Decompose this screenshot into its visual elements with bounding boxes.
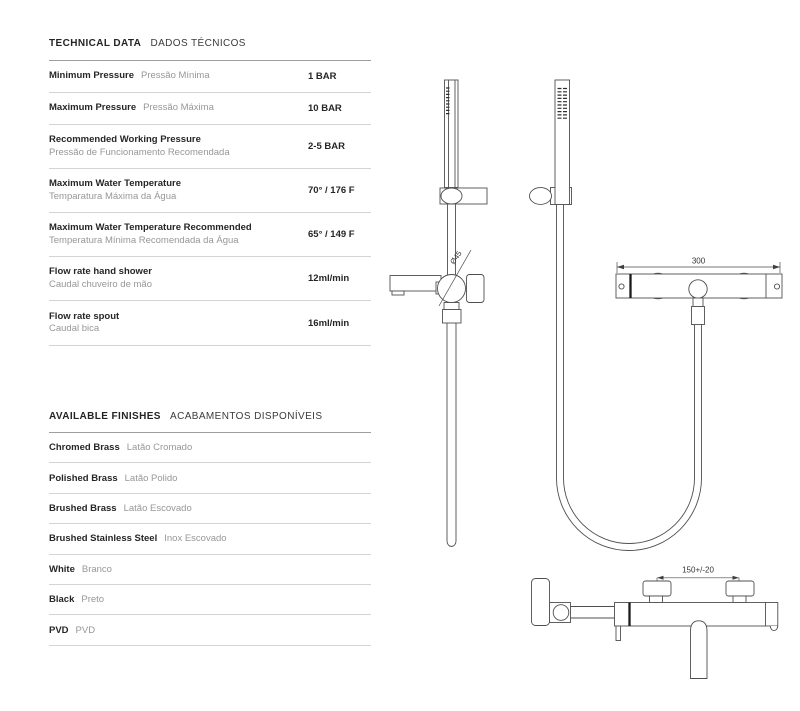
spec-value: 12ml/min (308, 273, 350, 284)
finish-label-en: Polished Brass (49, 472, 118, 484)
technical-data-title-en: TECHNICAL DATA (49, 38, 142, 49)
spec-value: 65° / 149 F (308, 229, 355, 240)
spec-label-pt: Caudal chuveiro de mão (49, 278, 152, 290)
finish-label-en: White (49, 563, 75, 575)
front-mixer-drawing (532, 566, 778, 679)
finish-label-pt: Preto (81, 594, 105, 606)
finish-label-pt: PVD (75, 624, 96, 636)
finish-label-en: Brushed Stainless Steel (49, 533, 158, 545)
spec-label-pt: Temperatura Mínima Recomendada da Água (49, 234, 239, 246)
spec-label-en: Recommended Working Pressure (49, 134, 201, 145)
spec-label-pt: Pressão Mínima (141, 70, 210, 82)
shower-hose (557, 205, 702, 551)
spec-value: 1 BAR (308, 71, 337, 82)
side-view-drawing (390, 80, 487, 547)
spec-label-pt: Pressão de Funcionamento Recomendada (49, 146, 230, 158)
technical-data-title-pt: DADOS TÉCNICOS (150, 38, 246, 49)
spec-label-en: Maximum Water Temperature (49, 178, 181, 189)
top-view-drawing (616, 257, 782, 325)
finish-label-pt: Latão Polido (124, 472, 178, 484)
spec-label-en: Minimum Pressure (49, 70, 134, 82)
front-view-drawing (530, 80, 702, 551)
finish-label-en: Chromed Brass (49, 442, 120, 454)
finish-label-pt: Inox Escovado (164, 533, 227, 545)
spec-value: 2-5 BAR (308, 141, 345, 152)
tub-spout (691, 621, 708, 679)
spec-value: 10 BAR (308, 103, 342, 114)
handle-spacing-dimension-label: 150+/-20 (682, 565, 714, 575)
finish-label-pt: Branco (81, 563, 112, 575)
spec-value: 70° / 176 F (308, 185, 355, 196)
finish-label-pt: Latão Escovado (123, 502, 192, 514)
bar-width-dimension-label: 300 (691, 256, 706, 266)
spec-label-en: Flow rate spout (49, 310, 120, 322)
finish-label-en: Black (49, 594, 75, 606)
finish-label-en: Brushed Brass (49, 502, 117, 514)
finish-label-pt: Latão Cromado (126, 442, 193, 454)
spec-label-en: Maximum Pressure (49, 102, 137, 114)
available-finishes-title-pt: ACABAMENTOS DISPONÍVEIS (170, 411, 323, 422)
available-finishes-title-en: AVAILABLE FINISHES (49, 411, 161, 422)
spec-value: 16ml/min (308, 317, 350, 329)
spec-label-pt: Pressão Máxima (143, 102, 214, 114)
spec-label-pt: Temparatura Máxima da Água (49, 190, 177, 202)
spec-label-en: Flow rate hand shower (49, 266, 152, 277)
finish-label-en: PVD (49, 624, 69, 636)
spec-label-pt: Caudal bica (49, 323, 100, 334)
diameter-dimension-label: Ø45 (448, 249, 464, 266)
spec-label-en: Maximum Water Temperature Recommended (49, 222, 252, 233)
